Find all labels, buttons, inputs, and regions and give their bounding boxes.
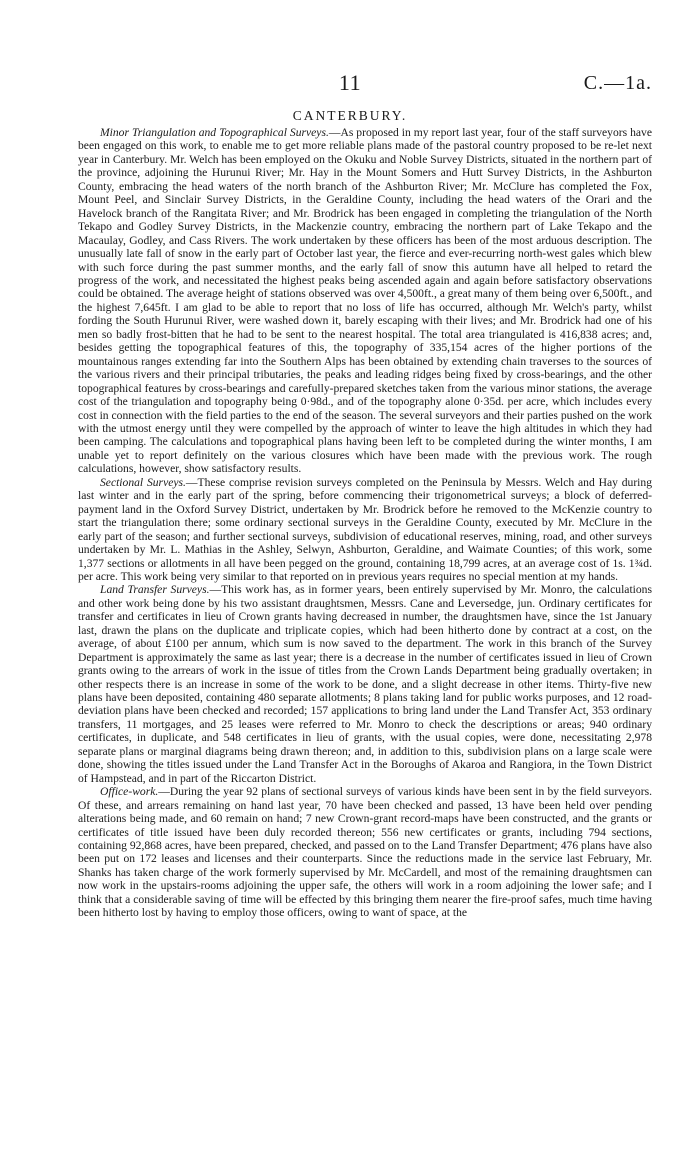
paragraph-office-work xyxy=(78,785,652,920)
paragraph-land-transfer-surveys xyxy=(78,583,652,785)
paragraph-sectional-surveys xyxy=(78,476,652,584)
paragraph-minor-triangulation xyxy=(78,126,652,476)
paragraph-text: —During the year 92 plans of sectional surveys of various kinds have been sent in by the field surveyors. Of these, and arrears remaining on hand last year, 70 have been checked and passed, 13 have been held over pending alterations being made, and 60 remain on hand; 7 new Crown-grant record-maps have been constructed, and the grants or certificates of title issued have been duly recorded thereon; 556 new certificates or grants, including 794 sections, containing 92,868 acres, have been prepared, checked, and passed on to the Land Transfer Department; 476 plans have also been put on 172 leases and licenses and their counterparts. Since the reductions made in the service last February, Mr. Shanks has taken charge of the work formerly supervised by Mr. McCardell, and most of the remaining draughtsmen can now work in the upstairs-rooms adjoining the upper safe, the others will work in a room adjoining the lower safe; and I think that a considerable saving of time will be effected by this bringing them nearer the fire-proof safes, much time having been hitherto lost by having to employ those officers, owing to want of space, at the xyxy=(78,785,652,920)
document-reference: C.—1a. xyxy=(583,72,652,94)
paragraph-heading: Office-work. xyxy=(100,785,159,799)
report-body xyxy=(78,126,652,920)
section-title: CANTERBURY. xyxy=(292,108,408,123)
paragraph-text: —As proposed in my report last year, four of the staff surveyors have been engaged on this work, to enable me to get more reliable plans made of the pastoral country proposed to be re-let next year in Canterbury. Mr. Welch has been employed on the Okuku and Noble Survey Districts, situated in the northern part of the province, adjoining the Hurunui River; Mr. Hay in the Mount Somers and Hutt Survey Districts, in the Ashburton County, embracing the head waters of the north branch of the Ashburton River; Mr. McClure has completed the Fox, Mount Peel, and Sinclair Survey Districts, in the Geraldine County, including the head waters of the Orari and the Havelock branch of the Rangitata River; and Mr. Brodrick has been engaged in completing the triangulation of the North Tekapo and Godley Survey Districts, in the Mackenzie country, embracing the northern part of Lake Tekapo and the Macaulay, Godley, and Cass Rivers. The work undertaken by these officers has been of the most arduous description. The unusually late fall of snow in the early part of October last year, the fierce and ever-recurring north-west gales which blew with such force during the past summer months, and the early fall of snow this autumn have all helped to retard the progress of the work, and necessitated the highest peaks being ascended again and again before satisfactory observations could be obtained. The average height of stations observed was over 4,500ft., a great many of them being over 6,500ft., and the highest 7,645ft. I am glad to be able to report that no loss of life has occurred, although Mr. Welch's party, whilst fording the South Hurunui River, were washed down it, barely escaping with their lives; and Mr. Brodrick had one of his men so badly frost-bitten that he had to be sent to the nearest hospital. The total area triangulated is 416,838 acres; and, besides getting the topographical features of this, the topography of 335,154 acres of the higher portions of the mountainous ranges extending far into the Southern Alps has been obtained by extending chain traverses to the sources of the various rivers and their principal tributaries, the peaks and leading ridges being fixed by cross-bearings, and the other topographical features by cross-bearings and carefully-prepared sketches taken from the various minor stations, the average cost of the triangulation and topography being 0·98d., and of the topography alone 0·35d. per acre, which includes every cost in connection with the field parties to the end of the season. The several surveyors and their parties pushed on the work with the utmost energy until they were compelled by the approach of winter to leave the high altitudes in which they had been camping. The calculations and topographical plans having been left to be completed during the winter months, I am unable yet to report definitely on the various closures which have been made with the previous work. The rough calculations, however, show satisfactory results. xyxy=(78,126,652,476)
paragraph-text: —This work has, as in former years, been entirely supervised by Mr. Monro, the calculations and other work being done by his two assistant draughtsmen, Messrs. Cane and Leversedge, jun. Ordinary certificates for transfer and certificates in lieu of Crown grants having decreased in number, the draughtsmen have, since the 1st January last, drawn the plans on the duplicate and triplicate copies, which had been hitherto done by contract at a cost, on the average, of about £100 per annum, which sum is now saved to the department. The work in this branch of the Survey Department is approximately the same as last year; there is a decrease in the number of certificates issued in lieu of Crown grants owing to the arrears of work in the issue of titles from the Crown Lands Department being gradually overtaken; in other respects there is an increase in some of the work to be done, and a slight decrease in other items. Thirty-five new plans have been deposited, containing 480 separate allotments; 8 plans taking land for public works purposes, and 12 road-deviation plans have been checked and recorded; 157 applications to bring land under the Land Transfer Act, 353 ordinary transfers, 11 mortgages, and 25 leases were referred to Mr. Monro to check the descriptions or areas; 940 ordinary certificates, in duplicate, and 548 certificates in lieu of grants, with the usual copies, were done, necessitating 2,978 separate plans or marginal diagrams being drawn thereon; and, in addition to this, subdivision plans on a large scale were done, showing the titles issued under the Land Transfer Act in the Boroughs of Akaroa and Rangiora, in the Town District of Hampstead, and in part of the Riccarton District. xyxy=(78,583,652,785)
paragraph-text: —These comprise revision surveys completed on the Peninsula by Messrs. Welch and Hay during last winter and in the early part of the spring, before commencing their trigonometrical surveys; a block of deferred-payment land in the Oxford Survey District, undertaken by Mr. Brodrick before he removed to the McKenzie country to start the triangulation there; some ordinary sectional surveys in the Geraldine County, executed by Mr. McClure in the early part of the season; and further sectional surveys, subdivision of educational reserves, mining, road, and other surveys undertaken by Mr. L. Mathias in the Ashley, Selwyn, Ashburton, Geraldine, and Waimate Counties; of this work, some 1,377 sections or allotments in all have been pegged on the ground, containing 18,799 acres, at an average cost of 1s. 1¾d. per acre. This work being very similar to that reported on in previous years requires no special mention at my hands. xyxy=(78,475,652,583)
paragraph-heading: Minor Triangulation and Topographical Surveys. xyxy=(100,126,329,139)
paragraph-heading: Sectional Surveys. xyxy=(100,475,186,489)
paragraph-heading: Land Transfer Surveys. xyxy=(100,583,210,597)
page-number: 11 xyxy=(338,70,362,95)
